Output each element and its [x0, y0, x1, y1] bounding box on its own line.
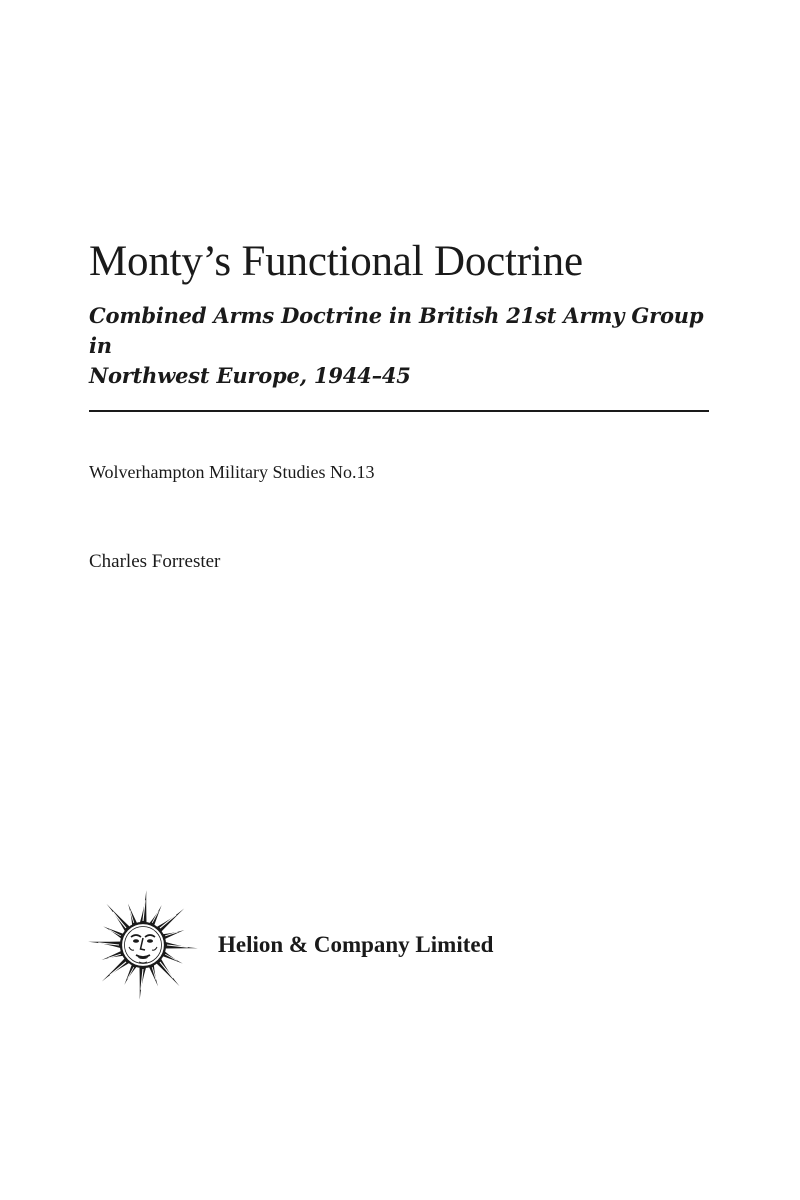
subtitle-line-1: Combined Arms Doctrine in British 21st Army Group in: [89, 303, 704, 358]
sun-ray-highlight: [160, 915, 176, 928]
subtitle-line-2: Northwest Europe, 1944–45: [89, 363, 411, 388]
book-title: Monty’s Functional Doctrine: [89, 238, 583, 285]
sun-ray-highlight: [160, 962, 173, 978]
title-divider: [89, 410, 709, 412]
author-name: Charles Forrester: [89, 551, 221, 572]
sun-face-icon: [87, 888, 199, 1002]
publisher-imprint: [87, 888, 493, 1002]
sun-ray-highlight: [110, 962, 126, 975]
publisher-name: Helion & Company Limited: [218, 932, 494, 957]
title-block: [89, 236, 729, 391]
sun-ray-highlight: [113, 912, 126, 928]
series-name: Wolverhampton Military Studies No.13: [89, 462, 375, 482]
book-subtitle: [89, 301, 729, 391]
